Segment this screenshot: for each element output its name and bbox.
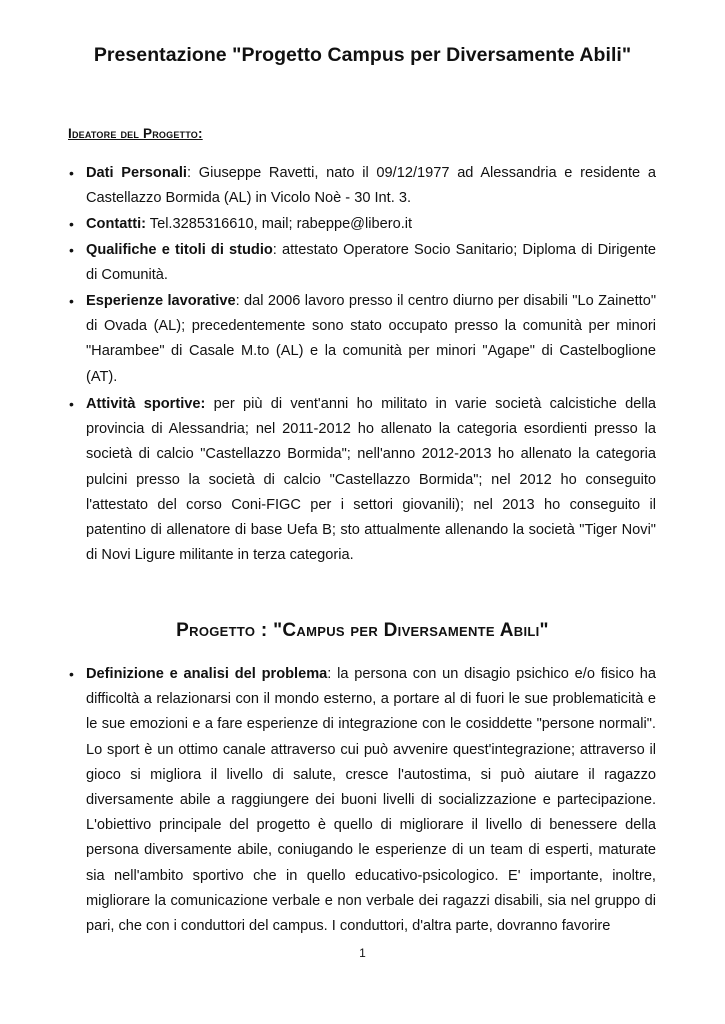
- list-item-contatti: [69, 212, 656, 237]
- item-text: : attestato Operatore Socio Sanitario; Diploma di Dirigente di Comunità.: [86, 242, 656, 284]
- list-item-esperienze: [69, 289, 656, 390]
- bullet-icon: •: [69, 165, 74, 181]
- item-text: Tel.3285316610, mail; rabeppe@libero.it: [145, 216, 413, 232]
- list-item-definizione: [69, 662, 656, 939]
- item-label: Attività sportive:: [86, 396, 206, 412]
- item-label: Qualifiche e titoli di studio: [86, 242, 273, 258]
- section-heading-progetto: Progetto : "Campus per Diversamente Abili": [176, 620, 549, 641]
- item-text: : Giuseppe Ravetti, nato il 09/12/1977 ad Alessandria e residente a Castellazzo Bormida (AL) in Vicolo Noè - 30 Int. 3.: [86, 165, 656, 207]
- bullet-icon: •: [69, 666, 74, 682]
- item-text: : dal 2006 lavoro presso il centro diurno per disabili "Lo Zainetto" di Ovada (AL); precedentemente sono stato occupato presso la comunità per minori "Harambee" di Casale M.to (AL) e la comunità per minori "Agape" di Castelboglione (AT).: [86, 293, 656, 385]
- bullet-icon: •: [69, 396, 74, 412]
- item-label: Dati Personali: [86, 165, 187, 181]
- document-title: Presentazione "Progetto Campus per Diversamente Abili": [93, 44, 632, 66]
- item-label: Definizione e analisi del problema: [86, 666, 328, 682]
- item-text: : la persona con un disagio psichico e/o fisico ha difficoltà a relazionarsi con il mondo esterno, a portare al di fuori le sue problematicità e le sue emozioni e a fare esperienze di integrazione con le cosiddette "persone normali". Lo sport è un ottimo canale attraverso cui può avvenire quest'integrazione; attraverso il gioco si migliora il livello di salute, cresce l'autostima, si può aiutare il ragazzo diversamente abile a raggiungere dei buoni livelli di socializzazione e partecipazione. L'obiettivo principale del progetto è quello di migliorare il livello di benessere della persona diversamente abile, coniugando le esperienze di un team di esperti, maturate sia nell'ambito sportivo che in quello educativo-psicologico. E' importante, inoltre, migliorare la comunicazione verbale e non verbale dei ragazzi disabili, sia nel gruppo di pari, che con i conduttori del campus. I conduttori, d'altra parte, dovranno favorire: [86, 666, 656, 935]
- section-heading-ideatore: Ideatore del Progetto:: [68, 126, 203, 141]
- item-label: Esperienze lavorative: [86, 293, 236, 309]
- bullet-icon: •: [69, 216, 74, 232]
- list-item-qualifiche: [69, 238, 656, 288]
- page-number: 1: [359, 946, 366, 960]
- bullet-icon: •: [69, 293, 74, 309]
- list-item-dati-personali: [69, 161, 656, 211]
- bullet-icon: •: [69, 242, 74, 258]
- item-text: per più di vent'anni ho militato in varie società calcistiche della provincia di Alessandria; nel 2011-2012 ho allenato la categoria esordienti presso la società di calcio "Castellazzo Bormida"; nell'anno 2012-2013 ho allenato la categoria pulcini presso la società di calcio "Castellazzo Bormida"; nel 2012 ho conseguito l'attestato del corso Coni-FIGC per i settori giovanili); nel 2013 ho conseguito il patentino di allenatore di base Uefa B; sto attualmente allenando la società "Tiger Novi" di Novi Ligure militante in terza categoria.: [86, 396, 656, 564]
- item-label: Contatti:: [86, 216, 146, 232]
- list-item-attivita-sportive: [69, 392, 656, 568]
